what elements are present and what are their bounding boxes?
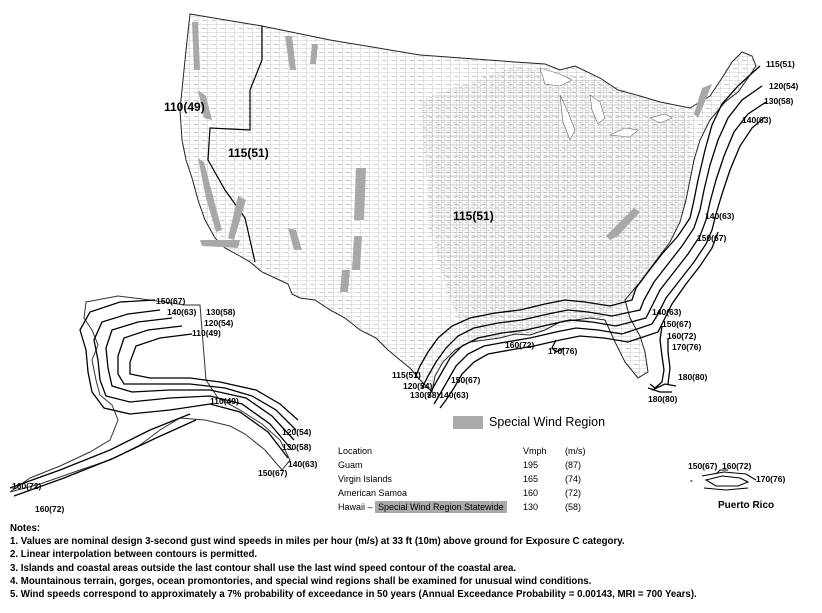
header-ms: (m/s) xyxy=(565,446,586,456)
puerto-rico xyxy=(702,470,756,490)
row-vmph: 130 xyxy=(523,502,539,512)
contour-label-ak-130: 130(58) xyxy=(206,307,236,317)
hawaii-special-note: Special Wind Region Statewide xyxy=(375,501,507,513)
note-item: 5. Wind speeds correspond to approximately a 7% probability of exceedance in 50 years (Annual Exceedance Probability = 0.00143, MRI = 700 Years). xyxy=(10,589,697,601)
contour-label-ak-se-140: 140(63) xyxy=(288,459,318,469)
contour-label-tx-120: 120(54) xyxy=(403,381,433,391)
legend-label: Special Wind Region xyxy=(489,415,606,429)
table-row xyxy=(338,502,605,516)
note-item: 4. Mountainous terrain, gorges, ocean promontories, and special wind regions shall be examined for unusual wind conditions. xyxy=(10,575,592,587)
contour-label-ak-160: 160(72) xyxy=(12,481,42,491)
contour-label-fl-180a: 180(80) xyxy=(678,372,708,382)
table-header-row xyxy=(338,446,605,460)
contour-label-nevada: 115(51) xyxy=(228,146,269,160)
row-location xyxy=(338,502,523,516)
special-wind-region-swatch xyxy=(453,416,483,429)
row-vmph: 160 xyxy=(523,488,539,498)
notes-block xyxy=(10,522,697,601)
contour-label-ak-150: 150(67) xyxy=(156,296,186,306)
contour-label-gulf-160: 160(72) xyxy=(505,340,535,350)
contour-label-fl-150: 150(67) xyxy=(662,319,692,329)
contour-label-fl-140: 140(63) xyxy=(652,307,682,317)
note-item: 1. Values are nominal design 3-second gust wind speeds in miles per hour (m/s) at 33 ft (10m) above ground for Exposure C category. xyxy=(10,536,625,548)
contour-label-tx-150: 150(67) xyxy=(451,375,481,385)
contour-label-pr-150: 150(67) xyxy=(688,461,718,471)
contour-label-gulf-170: 170(76) xyxy=(548,346,578,356)
contour-label-ak-120: 120(54) xyxy=(204,318,234,328)
table-row xyxy=(338,488,605,502)
row-location: Virgin Islands xyxy=(338,474,392,484)
note-item: 3. Islands and coastal areas outside the last contour shall use the last wind speed contour of the coastal area. xyxy=(10,562,517,574)
notes-title: Notes: xyxy=(10,523,41,534)
row-ms: (72) xyxy=(565,488,582,498)
row-ms: (74) xyxy=(565,474,582,484)
contour-label-fl-160: 160(72) xyxy=(667,331,697,341)
contour-label-ne-120: 120(54) xyxy=(769,81,799,91)
contour-label-fl-170: 170(76) xyxy=(672,342,702,352)
contour-label-pr-160: 160(72) xyxy=(722,461,752,471)
row-ms: (58) xyxy=(565,502,582,512)
row-location: Guam xyxy=(338,460,363,470)
row-ms: (87) xyxy=(565,460,582,470)
table-row xyxy=(338,474,605,488)
alaska-outline xyxy=(10,296,290,492)
contour-label-fl-180b: 180(80) xyxy=(648,394,678,404)
header-vmph: Vmph xyxy=(523,446,547,456)
contour-label-ak-110-south: 110(49) xyxy=(210,396,239,406)
contour-label-tx-130-140: 130(58)140(63) xyxy=(410,390,469,400)
table-row xyxy=(338,460,605,474)
contour-label-se-140: 140(63) xyxy=(705,211,735,221)
contour-label-pr-dash: - xyxy=(690,475,693,485)
territory-table xyxy=(338,446,605,516)
note-item: 2. Linear interpolation between contours is permitted. xyxy=(10,549,258,561)
contour-label-ak-140: 140(63) xyxy=(167,307,197,317)
row-location: American Samoa xyxy=(338,488,408,498)
puerto-rico-title: Puerto Rico xyxy=(718,500,775,511)
contour-label-se-150: 150(67) xyxy=(697,233,727,243)
contour-label-ne-140: 140(63) xyxy=(742,115,772,125)
contour-label-tx-115: 115(51) xyxy=(392,370,421,380)
header-location: Location xyxy=(338,446,373,456)
hawaii-label: Hawaii – xyxy=(338,502,373,512)
row-vmph: 195 xyxy=(523,460,539,470)
eastern-counties xyxy=(420,66,690,342)
contour-label-west: 110(49) xyxy=(164,100,205,114)
contour-label-ak-160b: 160(72) xyxy=(35,504,65,514)
contour-label-ak-se-120: 120(54) xyxy=(282,427,312,437)
contour-label-pr-170: 170(76) xyxy=(756,474,786,484)
contour-label-ak-se-130: 130(58) xyxy=(282,442,312,452)
row-vmph: 165 xyxy=(523,474,539,484)
contour-label-ne-130: 130(58) xyxy=(764,96,794,106)
contour-label-interior: 115(51) xyxy=(453,209,494,223)
contour-label-ak-se-150: 150(67) xyxy=(258,468,288,478)
contour-label-ne-115: 115(51) xyxy=(766,59,795,69)
contour-label-ak-110: 110(49) xyxy=(192,328,221,338)
